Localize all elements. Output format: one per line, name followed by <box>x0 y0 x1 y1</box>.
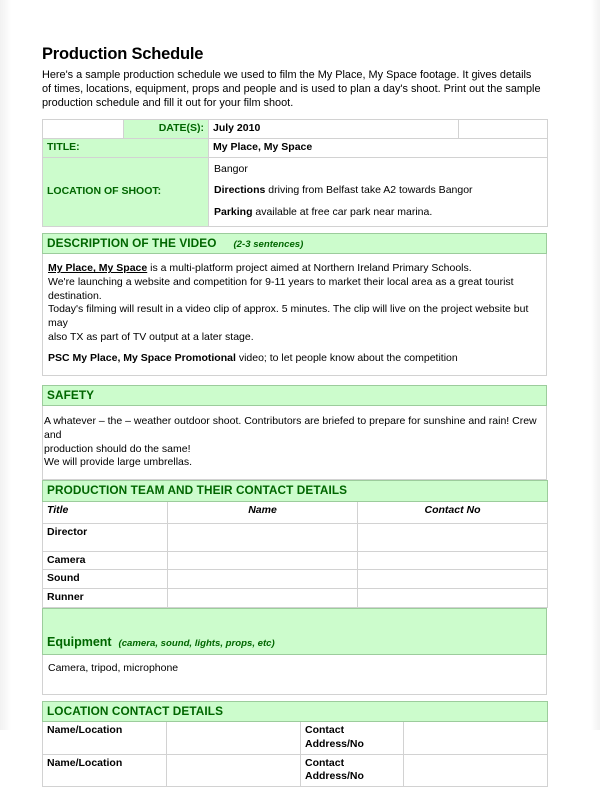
spacer <box>42 376 550 385</box>
equipment-heading: Equipment <box>47 634 112 649</box>
psc-label: PSC My Place, My Space Promotional <box>48 352 236 365</box>
safety-line-1: A whatever – the – weather outdoor shoot. Contributors are briefed to prepare for sunshine and rain! Crew and <box>44 415 537 442</box>
cell-name-runner[interactable] <box>168 588 358 607</box>
location-place: Bangor <box>214 162 248 175</box>
equipment-table <box>42 608 547 695</box>
description-heading: DESCRIPTION OF THE VIDEO <box>47 235 217 250</box>
column-header-title: Title <box>43 501 168 523</box>
cell-name-camera[interactable] <box>168 551 358 570</box>
production-team-header-row <box>43 501 548 523</box>
psc-rest: video; to let people know about the competition <box>235 352 458 365</box>
header-info-table <box>42 119 548 226</box>
title-label: TITLE: <box>43 139 209 158</box>
table-row <box>43 722 548 754</box>
location-contacts-heading-row <box>43 701 548 722</box>
description-body-cell[interactable] <box>43 254 547 375</box>
dates-value[interactable]: July 2010 <box>209 120 459 139</box>
spacer <box>48 344 541 352</box>
cell-name-director[interactable] <box>168 523 358 551</box>
spacer <box>42 110 550 119</box>
column-header-name: Name <box>168 501 358 523</box>
row-label-camera: Camera <box>43 551 168 570</box>
intro-paragraph: Here's a sample production schedule we used to film the My Place, My Space footage. It gives details of times, locations, equipment, props and people and is used to plan a day's shoot. Print out the sample production schedule and fill it out for your film shoot. <box>42 68 541 110</box>
location-directions <box>214 184 542 198</box>
parking-label: Parking <box>214 206 253 219</box>
safety-table <box>42 385 547 480</box>
location-contacts-heading: LOCATION CONTACT DETAILS <box>47 703 224 718</box>
production-team-table <box>42 480 548 608</box>
row-label-runner: Runner <box>43 588 168 607</box>
spacer <box>214 198 542 206</box>
equipment-body-row <box>43 654 547 694</box>
table-row <box>43 551 548 570</box>
safety-body-cell[interactable] <box>43 406 547 480</box>
safety-line-2: production should do the same! <box>44 442 191 455</box>
equipment-heading-note: (camera, sound, lights, props, etc) <box>118 637 275 649</box>
spacer <box>214 176 542 184</box>
production-team-heading: PRODUCTION TEAM AND THEIR CONTACT DETAILS <box>47 483 348 498</box>
description-line-2: We're launching a website and competition for 9-11 years to market their local area as a great tourist destination. <box>48 275 514 302</box>
directions-label: Directions <box>214 184 266 197</box>
location-parking <box>214 206 542 220</box>
description-heading-row <box>43 233 547 254</box>
cell-contact-director[interactable] <box>358 523 548 551</box>
table-row <box>43 754 548 786</box>
document-content <box>42 45 550 787</box>
cell-name-sound[interactable] <box>168 570 358 589</box>
safety-line-3: We will provide large umbrellas. <box>44 456 193 469</box>
page-edge-right <box>591 0 600 730</box>
description-table <box>42 233 547 376</box>
description-line-3: Today's filming will result in a video clip of approx. 5 minutes. The clip will live on the project website but may <box>48 303 529 329</box>
table-row <box>43 523 548 551</box>
table-row-title <box>43 139 548 158</box>
row-label-sound: Sound <box>43 570 168 589</box>
table-row <box>43 588 548 607</box>
row-label-contact-address-2: Contact Address/No <box>301 754 404 786</box>
table-row <box>43 570 548 589</box>
equipment-value[interactable]: Camera, tripod, microphone <box>43 654 547 694</box>
cell-contact-address-2[interactable] <box>404 754 548 786</box>
row-label-director: Director <box>43 523 168 551</box>
description-psc-line <box>48 352 541 366</box>
project-name: My Place, My Space <box>48 262 148 275</box>
safety-heading-cell <box>43 385 547 406</box>
safety-heading: SAFETY <box>47 387 95 402</box>
production-team-heading-row <box>43 481 548 502</box>
description-body-row <box>43 254 547 375</box>
safety-body-row <box>43 406 547 480</box>
description-line-4: also TX as part of TV output at a later stage. <box>48 330 254 343</box>
location-label: LOCATION OF SHOOT: <box>43 157 209 226</box>
table-row-dates <box>43 120 548 139</box>
description-line-1 <box>48 262 541 276</box>
description-heading-note: (2-3 sentences) <box>233 238 304 250</box>
cell-contact-camera[interactable] <box>358 551 548 570</box>
description-heading-cell <box>43 233 547 254</box>
production-team-heading-cell <box>43 481 548 502</box>
page-title: Production Schedule <box>42 45 204 63</box>
equipment-heading-row <box>43 608 547 654</box>
table-row-location <box>43 157 548 226</box>
row-label-contact-address-1: Contact Address/No <box>301 722 404 754</box>
equipment-heading-cell <box>43 608 547 654</box>
row-label-name-location-1: Name/Location <box>43 722 167 754</box>
cell-contact-address-1[interactable] <box>404 722 548 754</box>
parking-text: available at free car park near marina. <box>252 206 433 219</box>
dates-spacer-cell <box>43 120 124 139</box>
description-line1-rest: is a multi-platform project aimed at Northern Ireland Primary Schools. <box>147 262 472 275</box>
cell-contact-runner[interactable] <box>358 588 548 607</box>
location-value-cell[interactable] <box>209 157 548 226</box>
location-contacts-table <box>42 701 548 787</box>
title-value[interactable]: My Place, My Space <box>209 139 548 158</box>
location-contacts-heading-cell <box>43 701 548 722</box>
column-header-contact: Contact No <box>358 501 548 523</box>
row-label-name-location-2: Name/Location <box>43 754 167 786</box>
cell-name-location-1[interactable] <box>167 722 301 754</box>
page-edge-left <box>0 0 11 730</box>
cell-name-location-2[interactable] <box>167 754 301 786</box>
safety-heading-row <box>43 385 547 406</box>
directions-text: driving from Belfast take A2 towards Bangor <box>265 184 473 197</box>
cell-contact-sound[interactable] <box>358 570 548 589</box>
dates-extra-cell <box>459 120 548 139</box>
dates-label: DATE(S): <box>124 120 209 139</box>
